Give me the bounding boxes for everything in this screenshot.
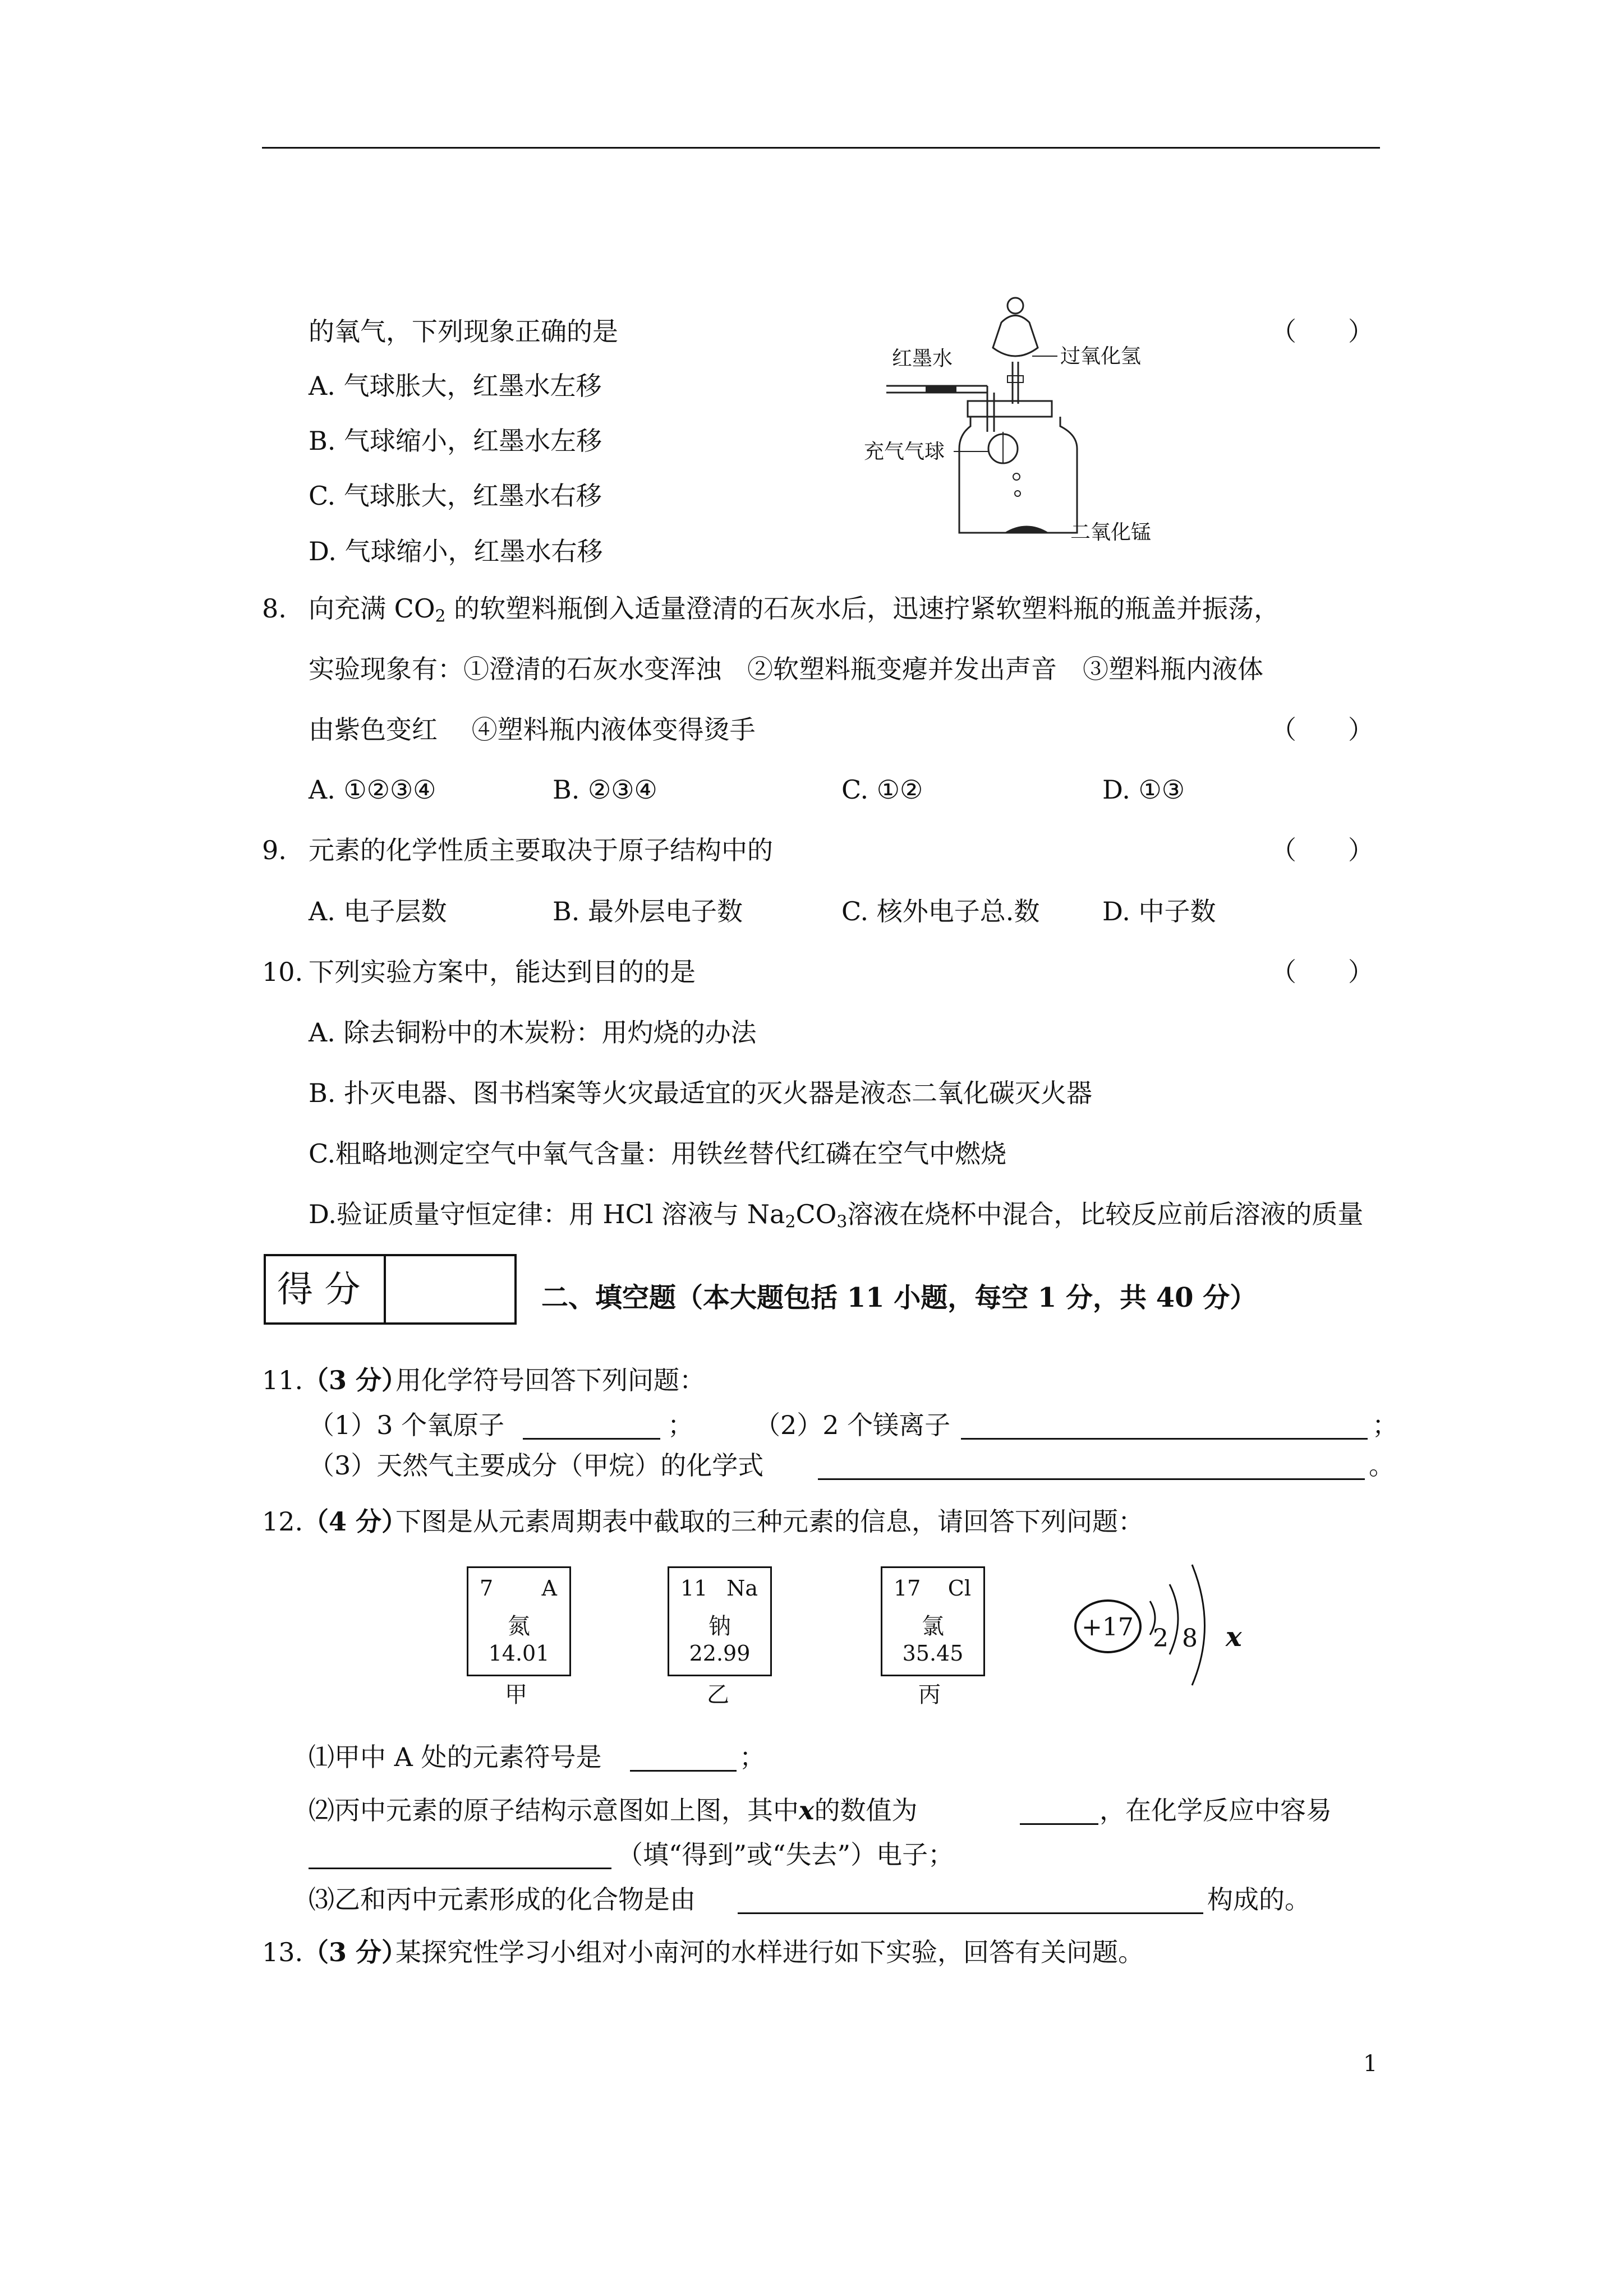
q9-stem: 元素的化学性质主要取决于原子结构中的 (309, 835, 773, 865)
q11-blank2[interactable] (961, 1438, 1368, 1440)
caption-jia: 甲 (505, 1682, 527, 1708)
q8-option-b: B. ②③④ (553, 774, 657, 805)
q7-option-d: D. 气球缩小，红墨水右移 (309, 536, 603, 566)
q9-option-c: C. 核外电子总.数 (841, 896, 1040, 926)
element-symbol: Na (726, 1576, 758, 1601)
element-name: 钠 (709, 1613, 731, 1639)
q7-apparatus-diagram (858, 292, 1206, 555)
q8-answer-paren: （ ） (1271, 714, 1374, 745)
q10-option-c: C.粗略地测定空气中氧气含量：用铁丝替代红磷在空气中燃烧 (309, 1138, 1007, 1169)
q7-answer-paren: （ ） (1271, 316, 1374, 347)
label-mno2: 二氧化锰 (1070, 521, 1152, 544)
q10-option-b: B. 扑灭电器、图书档案等火灾最适宜的灭火器是液态二氧化碳灭火器 (309, 1078, 1093, 1108)
element-card-nitrogen (467, 1566, 571, 1676)
element-mass: 22.99 (689, 1641, 751, 1666)
element-card-sodium (668, 1566, 772, 1676)
q12-blank1[interactable] (630, 1770, 737, 1772)
q11-part1: （1）3 个氧原子 (309, 1410, 505, 1440)
q12-sub2: ⑵丙中元素的原子结构示意图如上图，其中x的数值为 (309, 1795, 918, 1825)
q7-option-a: A. 气球胀大，红墨水左移 (309, 371, 602, 401)
element-number: 17 (894, 1576, 921, 1601)
section2-title: 二、填空题（本大题包括 11 小题，每空 1 分，共 40 分） (541, 1282, 1257, 1313)
q8-line1: 向充满 $CO_2$ 的软塑料瓶倒入适量澄清的石灰水后，迅速拧紧软塑料瓶的瓶盖并振荡， (309, 593, 1280, 626)
element-mass: 14.01 (488, 1641, 550, 1666)
q12-sub2-tail: ，在化学反应中容易 (1099, 1795, 1332, 1825)
q11-blank3[interactable] (818, 1478, 1365, 1480)
q9-option-d: D. 中子数 (1102, 896, 1216, 926)
q11-blank1[interactable] (523, 1438, 660, 1440)
q11-part3-end: 。 (1369, 1450, 1395, 1481)
label-balloon: 充气气球 (864, 440, 945, 463)
q11-points: （3 分） (303, 1365, 408, 1395)
q13-stem: 某探究性学习小组对小南河的水样进行如下实验，回答有关问题。 (395, 1937, 1144, 1967)
q9-answer-paren: （ ） (1271, 835, 1374, 865)
q8-line3: 由紫色变红 ④塑料瓶内液体变得烫手 (309, 714, 756, 745)
q8-option-c: C. ①② (841, 774, 923, 805)
q12-blank3[interactable] (309, 1868, 611, 1869)
label-hydrogen-peroxide: 过氧化氢 (1060, 345, 1142, 368)
q12-points: （4 分） (303, 1506, 408, 1537)
q12-sub3-end: 构成的。 (1207, 1884, 1310, 1915)
q7-option-c: C. 气球胀大，红墨水右移 (309, 481, 602, 511)
element-mass: 35.45 (902, 1641, 964, 1666)
q11-part3: （3）天然气主要成分（甲烷）的化学式 (309, 1450, 764, 1481)
q7-option-b: B. 气球缩小，红墨水左移 (309, 426, 602, 456)
q9-option-a: A. 电子层数 (309, 896, 447, 926)
caption-yi: 乙 (707, 1682, 729, 1708)
q11-part2-end: ； (1372, 1410, 1398, 1440)
q12-blank2[interactable] (1020, 1823, 1098, 1825)
header-rule (262, 147, 1380, 149)
element-symbol: Cl (947, 1576, 971, 1601)
q12-sub1-end: ； (739, 1742, 765, 1772)
element-number: 7 (480, 1576, 494, 1601)
atom-shell2: 8 (1182, 1624, 1198, 1653)
atom-nucleus: +17 (1082, 1613, 1134, 1642)
q10-answer-paren: （ ） (1271, 957, 1374, 987)
label-red-ink: 红墨水 (892, 347, 953, 370)
q11-number: 11. (262, 1365, 303, 1395)
page-number: 1 (1363, 2051, 1378, 2077)
element-name: 氯 (922, 1613, 944, 1639)
q12-stem: 下图是从元素周期表中截取的三种元素的信息，请回答下列问题： (395, 1506, 1144, 1537)
q12-blank4[interactable] (738, 1912, 1203, 1914)
q12-sub2-line2: （填“得到”或“失去”）电子； (617, 1839, 954, 1870)
element-number: 11 (680, 1576, 708, 1601)
q9-option-b: B. 最外层电子数 (553, 896, 743, 926)
q12-number: 12. (262, 1506, 303, 1537)
caption-bing: 丙 (918, 1682, 941, 1708)
element-name: 氮 (508, 1613, 530, 1639)
q12-sub1: ⑴甲中 A 处的元素符号是 (309, 1742, 602, 1772)
element-card-chlorine (881, 1566, 985, 1676)
q10-stem: 下列实验方案中，能达到目的的是 (309, 957, 696, 987)
q7-stem: 的氧气，下列现象正确的是 (309, 316, 618, 347)
q8-line2: 实验现象有：①澄清的石灰水变浑浊 ②软塑料瓶变瘪并发出声音 ③塑料瓶内液体 (309, 654, 1263, 684)
q10-option-a: A. 除去铜粉中的木炭粉：用灼烧的办法 (309, 1017, 757, 1048)
q13-points: （3 分） (303, 1937, 408, 1967)
q8-option-d: D. ①③ (1102, 774, 1185, 805)
q9-number: 9. (262, 835, 287, 865)
element-symbol: A (541, 1576, 557, 1601)
q12-sub3: ⑶乙和丙中元素形成的化合物是由 (309, 1884, 696, 1915)
q13-number: 13. (262, 1937, 303, 1967)
q10-number: 10. (262, 957, 303, 987)
score-box (264, 1254, 517, 1325)
q10-option-d: D.验证质量守恒定律：用 HCl 溶液与 $Na_2CO_3$溶液在烧杯中混合，比较反应前后溶液的质量 (309, 1199, 1364, 1232)
atom-shell1: 2 (1153, 1624, 1168, 1653)
q11-stem: 用化学符号回答下列问题： (395, 1365, 705, 1395)
score-label: 得 分 (277, 1269, 361, 1311)
q11-part2: （2）2 个镁离子 (755, 1410, 951, 1440)
q8-option-a: A. ①②③④ (309, 774, 436, 805)
q11-part1-end: ； (668, 1410, 693, 1440)
atom-shell3: x (1226, 1621, 1242, 1653)
q8-number: 8. (262, 593, 287, 624)
